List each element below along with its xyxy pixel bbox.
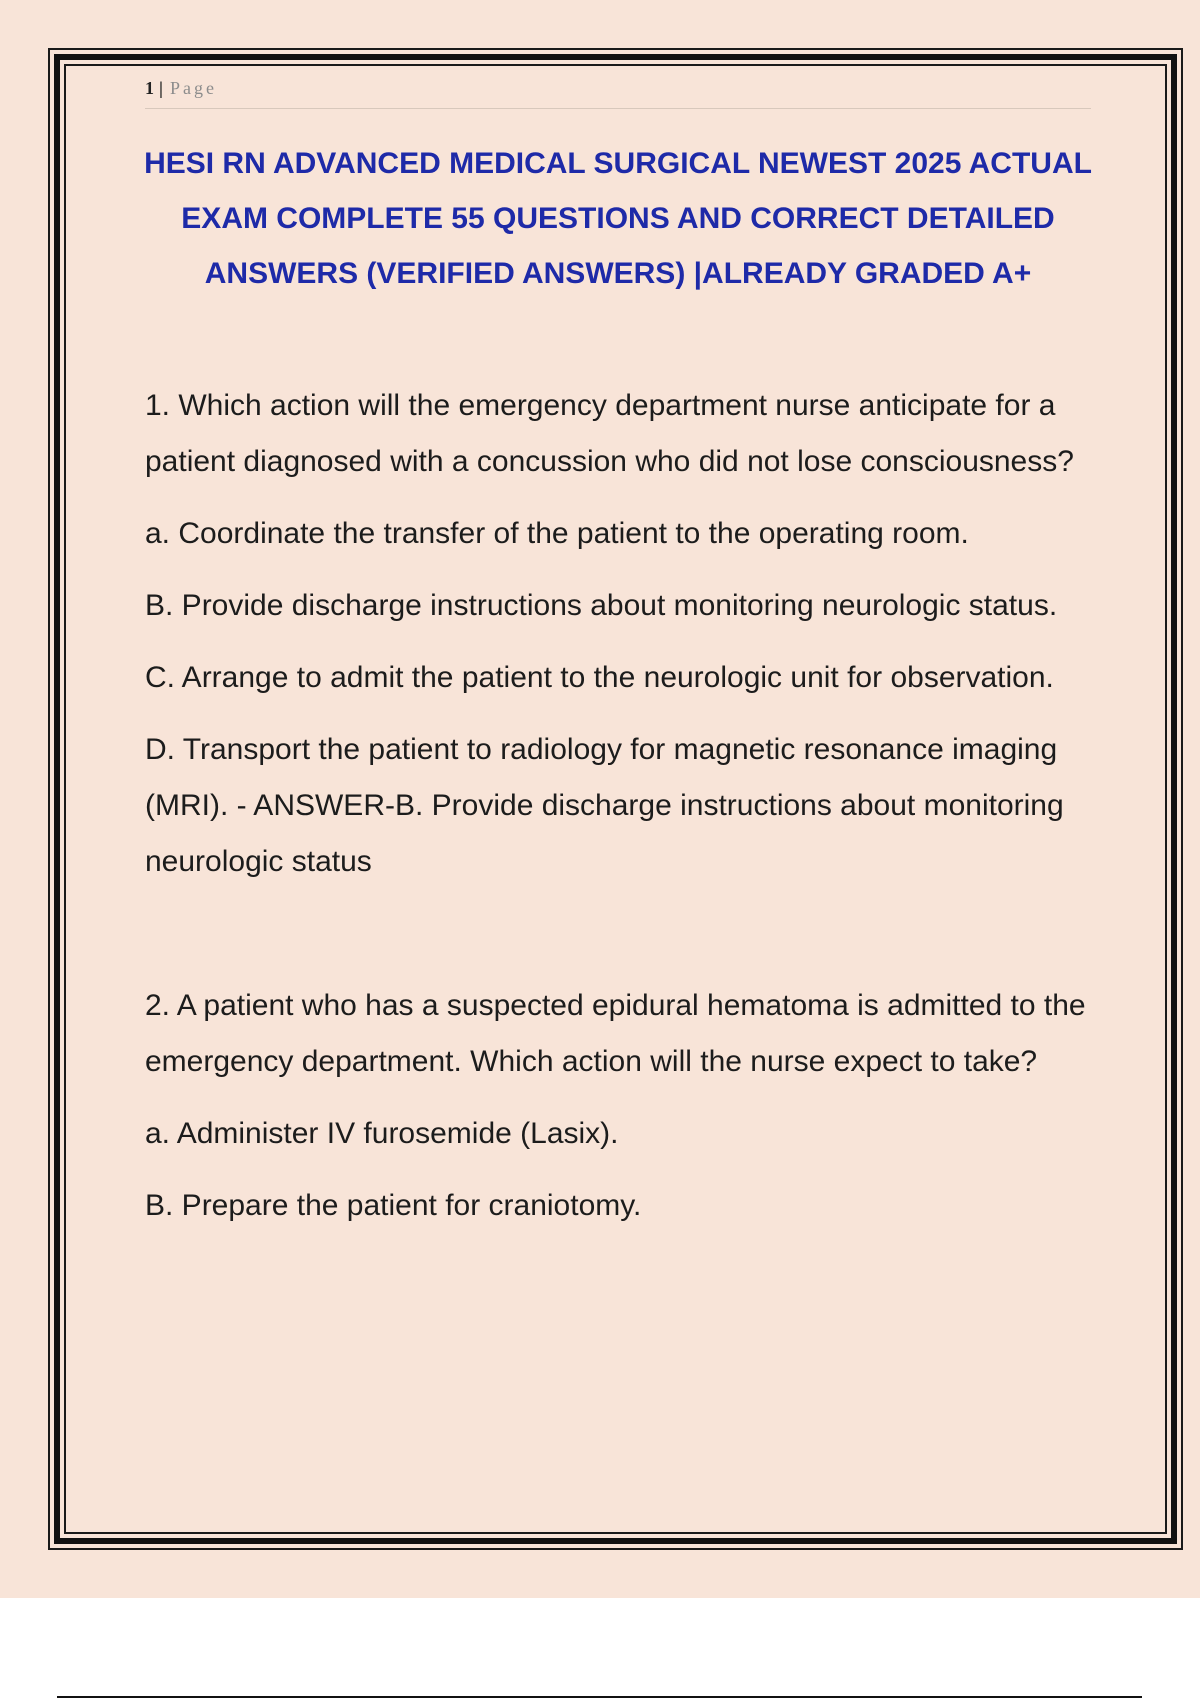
spacer [145,906,1091,978]
question-block [145,378,1091,890]
answer-option: a. Coordinate the transfer of the patient to the operating room. [145,517,969,550]
page-separator: | [159,78,163,98]
answer-option: D. Transport the patient to radiology for magnetic resonance imaging (MRI). - ANSWER-B. Provide discharge instructions about monitoring neurologic status [145,733,1064,878]
answer-option: C. Arrange to admit the patient to the neurologic unit for observation. [145,661,1054,694]
page-label: Page [169,78,217,98]
document-body [145,378,1091,1250]
answer-option: B. Prepare the patient for craniotomy. [145,1189,642,1222]
question-stem: 2. A patient who has a suspected epidural hematoma is admitted to the emergency department. Which action will the nurse expect to take? [145,989,1086,1078]
question-stem: 1. Which action will the emergency department nurse anticipate for a patient diagnosed with a concussion who did not lose consciousness? [145,389,1074,478]
answer-option: a. Administer IV furosemide (Lasix). [145,1117,619,1150]
answer-option: B. Provide discharge instructions about monitoring neurologic status. [145,589,1058,622]
question-block [145,978,1091,1234]
footer-divider [57,1696,1142,1698]
page-number: 1 [145,78,154,98]
page-header [145,78,1091,109]
document-title: HESI RN ADVANCED MEDICAL SURGICAL NEWEST 2025 ACTUAL EXAM COMPLETE 55 QUESTIONS AND CORRECT DETAILED ANSWERS (VERIFIED ANSWERS) |ALREADY GRADED A+ [144,147,1092,290]
